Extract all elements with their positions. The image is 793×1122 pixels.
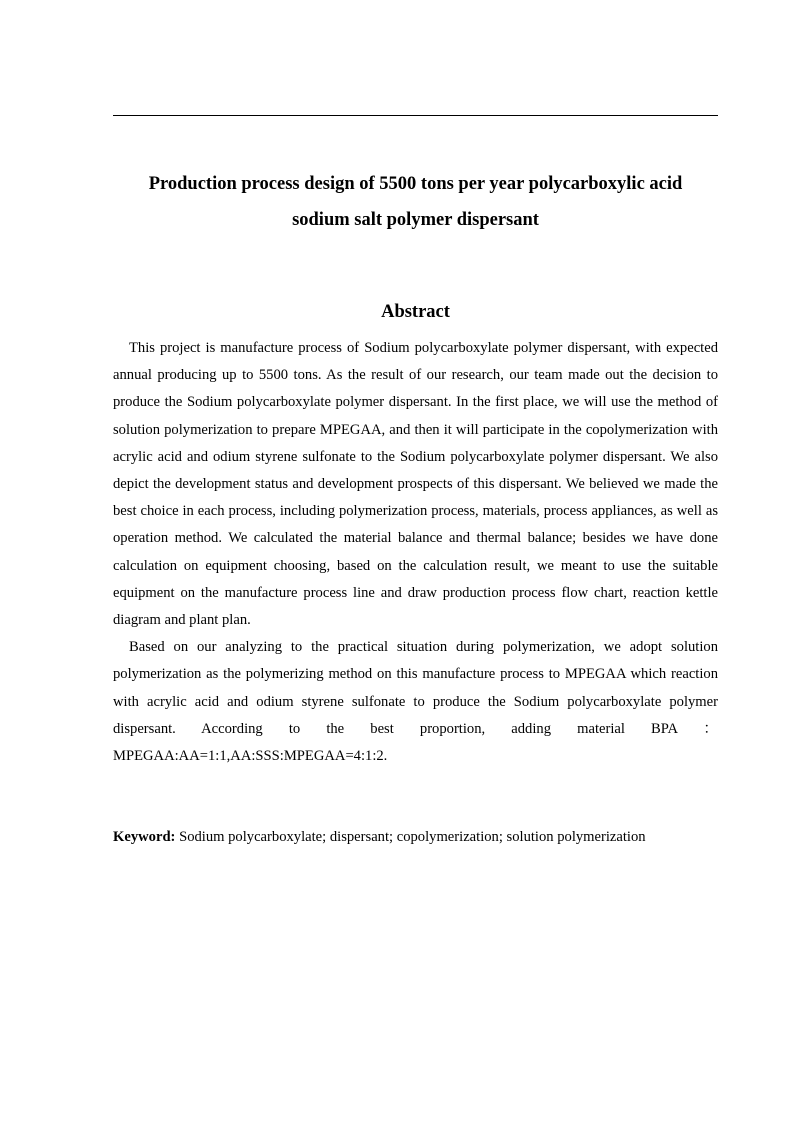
abstract-body: [113, 335, 718, 770]
abstract-paragraph-2: Based on our analyzing to the practical situation during polymerization, we adopt solution polymerization as the polymerizing method on this manufacture process to MPEGAA which reaction with acrylic acid and odium styrene sulfonate to produce the Sodium polycarboxylate polymer dispersant. According to the best proportion, adding material BPA ： MPEGAA:AA=1:1,AA:SSS:MPEGAA=4:1:2.: [113, 639, 718, 765]
keywords-line: [113, 824, 718, 851]
keywords-label: Keyword:: [113, 829, 176, 845]
abstract-heading: Abstract: [381, 302, 450, 322]
keywords-text: Sodium polycarboxylate; dispersant; copolymerization; solution polymerization: [179, 829, 646, 845]
title-line-2: sodium salt polymer dispersant: [292, 210, 539, 230]
document-title: [113, 166, 718, 238]
title-line-1: Production process design of 5500 tons per year polycarboxylic acid: [148, 174, 683, 194]
header-rule: [113, 115, 718, 116]
abstract-paragraph-1: This project is manufacture process of Sodium polycarboxylate polymer dispersant, with expected annual producing up to 5500 tons. As the result of our research, our team made out the decision to produce the Sodium polycarboxylate polymer dispersant. In the first place, we will use the method of solution polymerization to prepare MPEGAA, and then it will participate in the copolymerization with acrylic acid and odium styrene sulfonate to the Sodium polycarboxylate polymer dispersant. We also depict the development status and development prospects of this dispersant. We believed we made the best choice in each process, including polymerization process, materials, process appliances, as well as operation method. We calculated the material balance and thermal balance; besides we have done calculation on equipment choosing, based on the calculation result, we meant to use the suitable equipment on the manufacture process line and draw production process flow chart, reaction kettle diagram and plant plan.: [113, 340, 718, 629]
